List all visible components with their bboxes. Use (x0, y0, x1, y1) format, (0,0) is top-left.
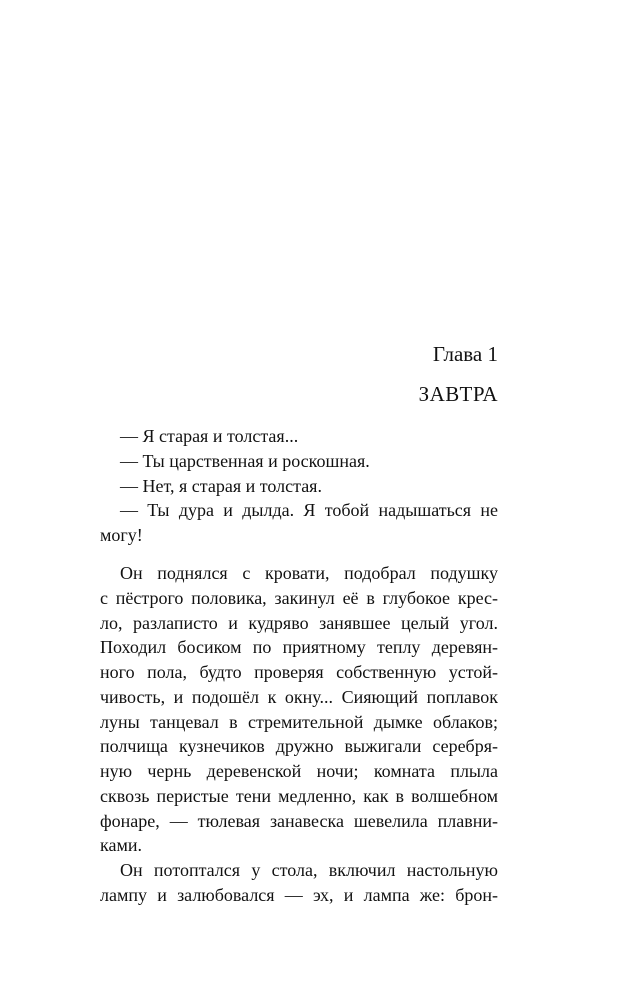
paragraph-line: фонаре, — тюлевая занавеска шевелила плавни- (100, 810, 498, 831)
paragraph-line: Он потоптался у стола, включил настольную (120, 860, 498, 880)
paragraph-line: с пёстрого половика, закинул её в глубокое крес- (100, 587, 498, 608)
chapter-title: ЗАВТРА (418, 382, 498, 406)
paragraph-line: полчища кузнечиков дружно выжигали серебря- (100, 736, 498, 757)
paragraph-line: ками. (100, 835, 142, 856)
dialogue-line: — Нет, я старая и толстая. (120, 475, 322, 496)
paragraph-line: чивость, и подошёл к окну... Сияющий поплавок (100, 686, 498, 707)
paragraph-line: Он поднялся с кровати, подобрал подушку (120, 563, 498, 583)
narrative-block (100, 561, 498, 908)
chapter-number: Глава 1 (432, 342, 498, 366)
dialogue-line: могу! (100, 525, 143, 545)
dialogue-block (100, 424, 498, 548)
dialogue-line: — Ты дура и дылда. Я тобой надышаться не (120, 500, 498, 521)
paragraph-line: лампу и залюбовался — эх, и лампа же: брон- (100, 884, 498, 905)
paragraph-line: ло, разлаписто и кудряво занявшее целый угол. (100, 612, 498, 633)
paragraph-line: ного пола, будто проверяя собственную устой- (100, 662, 498, 682)
dialogue-line: — Я старая и толстая... (120, 426, 299, 446)
paragraph-line: Походил босиком по приятному теплу деревян- (100, 637, 498, 658)
paragraph-line: луны танцевал в стремительной дымке облаков; (100, 711, 498, 732)
paragraph-line: сквозь перистые тени медленно, как в волшебном (100, 785, 498, 806)
dialogue-line: — Ты царственная и роскошная. (120, 450, 370, 471)
paragraph-line: ную чернь деревенской ночи; комната плыла (100, 761, 498, 781)
